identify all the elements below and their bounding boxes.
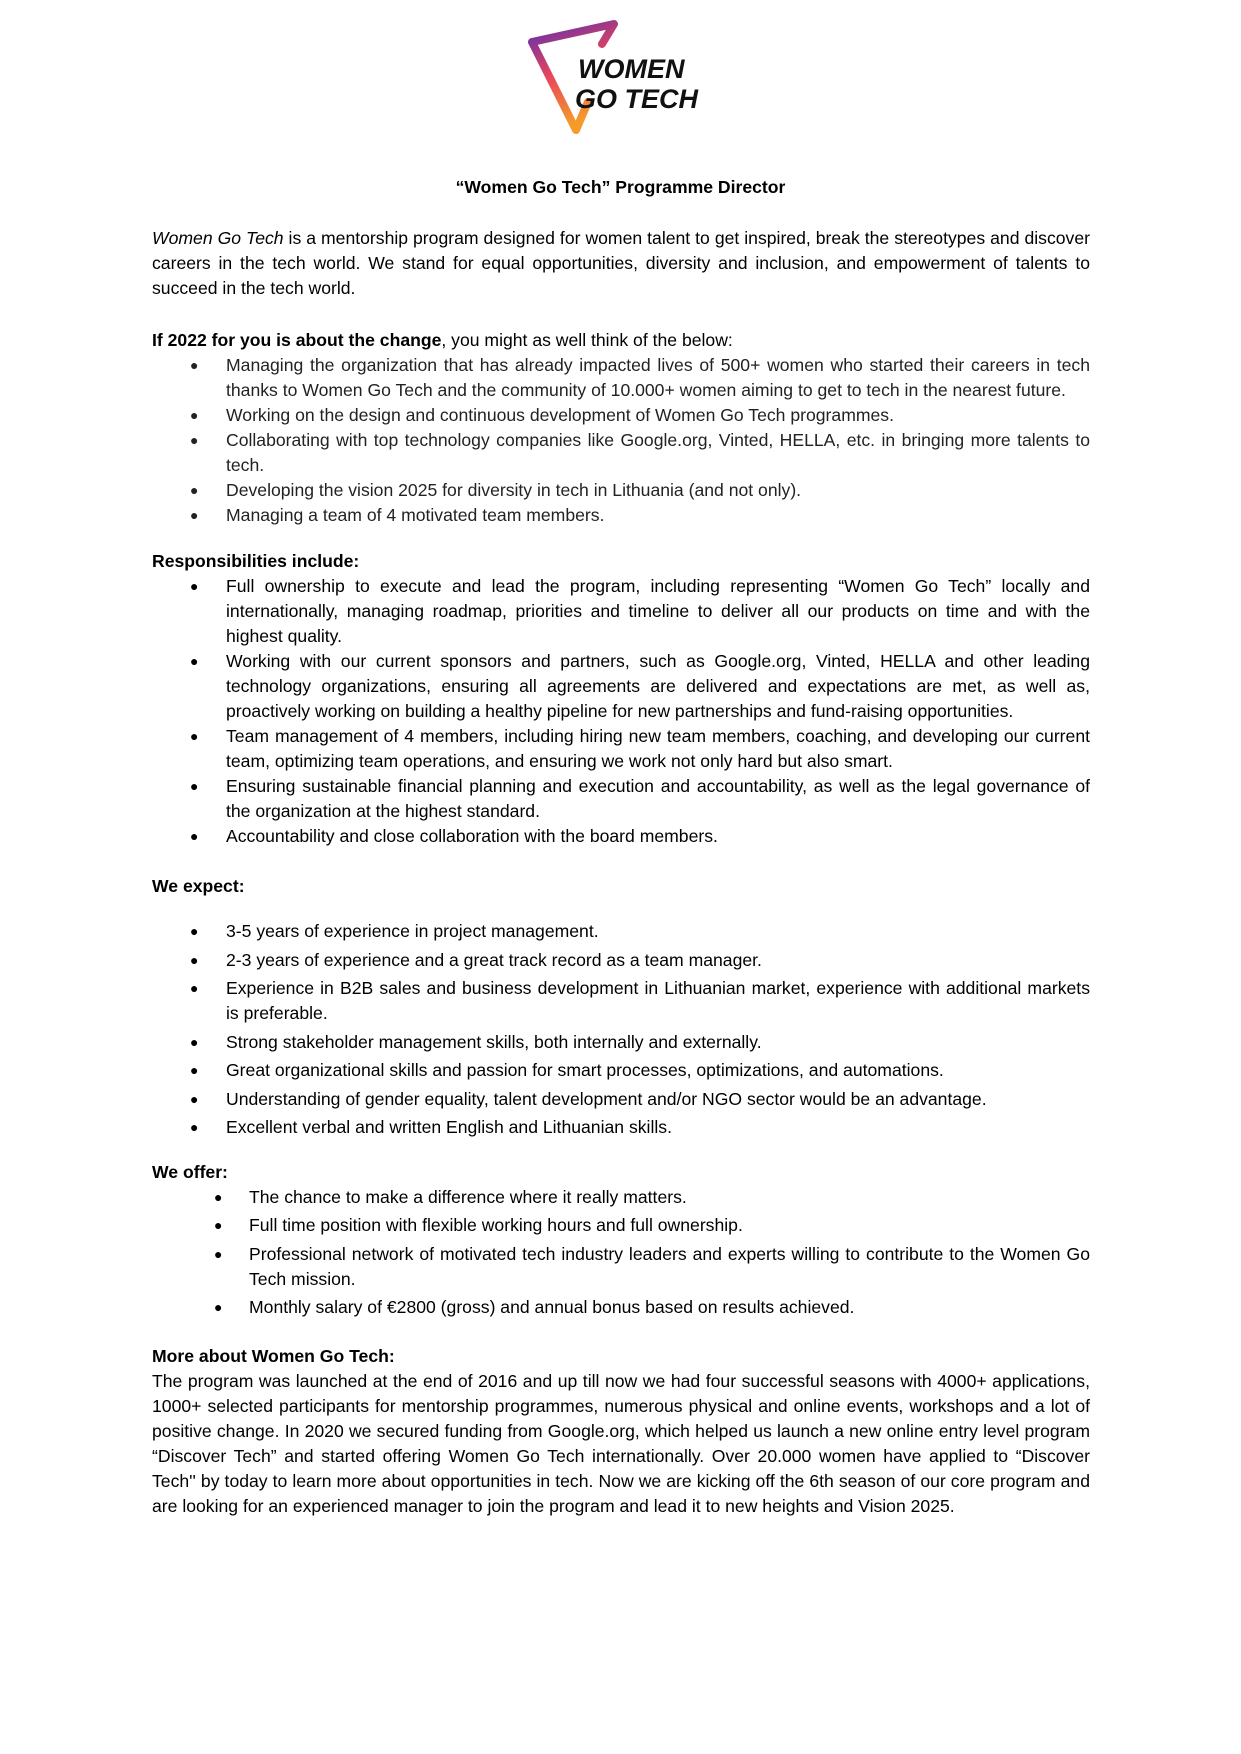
more-heading: More about Women Go Tech: — [152, 1345, 395, 1366]
list-item: ● Professional network of motivated tech industry leaders and experts willing to contribute to the Women Go Tech mission. — [214, 1243, 1090, 1289]
list-item: ● Managing a team of 4 motivated team members. — [190, 505, 605, 525]
change-intro — [152, 328, 1090, 353]
list-item: ● The chance to make a difference where it really matters. — [214, 1186, 687, 1207]
document-title: “Women Go Tech” Programme Director — [455, 177, 786, 197]
list-item: ● Experience in B2B sales and business development in Lithuanian market, experience with additional markets is preferable. — [190, 978, 1090, 1023]
list-item: ● Managing the organization that has already impacted lives of 500+ women who started their careers in tech thanks to Women Go Tech and the community of 10.000+ women aiming to get to tech in the nearest future. — [190, 355, 1090, 400]
offer-heading: We offer: — [152, 1161, 228, 1182]
document-body — [152, 226, 1090, 1519]
expect-heading: We expect: — [152, 876, 245, 896]
responsibilities-heading: Responsibilities include: — [152, 551, 360, 571]
list-item: ● Developing the vision 2025 for diversity in tech in Lithuania (and not only). — [190, 480, 802, 500]
list-item: ● Working on the design and continuous development of Women Go Tech programmes. — [190, 405, 894, 425]
list-item: ● Monthly salary of €2800 (gross) and annual bonus based on results achieved. — [214, 1297, 855, 1317]
intro-text: is a mentorship program designed for women talent to get inspired, break the stereotypes and discover careers in the tech world. We stand for equal opportunities, diversity and inclusion, and empowerment of talents to succeed in the tech world. — [152, 228, 1090, 298]
intro-paragraph — [152, 226, 1090, 301]
list-item: ● Working with our current sponsors and partners, such as Google.org, Vinted, HELLA and other leading technology organizations, ensuring all agreements are delivered and expectations are met, as well as, proactively working on building a healthy pipeline for new partnerships and fund-raising opportunities. — [190, 651, 1090, 721]
logo-line1: WOMEN — [578, 54, 685, 84]
responsibilities-list — [152, 574, 1090, 849]
list-item: ● Full ownership to execute and lead the program, including representing “Women Go Tech” locally and internationally, managing roadmap, priorities and timeline to deliver all our products on time and with the highest quality. — [190, 576, 1090, 646]
list-item: ● Full time position with flexible working hours and full ownership. — [214, 1215, 743, 1235]
logo-triangle-icon — [528, 18, 718, 138]
list-item: ● Collaborating with top technology companies like Google.org, Vinted, HELLA, etc. in bringing more talents to tech. — [190, 430, 1090, 475]
list-item: ● Ensuring sustainable financial planning and execution and accountability, as well as the legal governance of the organization at the highest standard. — [190, 776, 1090, 821]
list-item: ● Understanding of gender equality, talent development and/or NGO sector would be an advantage. — [190, 1088, 987, 1109]
offer-list — [152, 1185, 1090, 1321]
expect-list — [152, 919, 1090, 1140]
list-item: ● Team management of 4 members, including hiring new team members, coaching, and developing our current team, optimizing team operations, and ensuring we work not only hard but also smart. — [190, 726, 1090, 771]
list-item: ● Excellent verbal and written English and Lithuanian skills. — [190, 1117, 672, 1137]
list-item: ● Accountability and close collaboration with the board members. — [190, 826, 718, 846]
change-list — [152, 353, 1090, 528]
intro-italic: Women Go Tech — [152, 228, 284, 248]
women-go-tech-logo — [528, 18, 718, 138]
change-bold: If 2022 for you is about the change — [152, 330, 442, 350]
logo-line2: GO TECH — [575, 84, 699, 114]
change-text: , you might as well think of the below: — [441, 330, 733, 350]
more-paragraph: The program was launched at the end of 2016 and up till now we had four successful seasons with 4000+ applications, 1000+ selected participants for mentorship programmes, numerous physical and online events, workshops and a lot of positive change. In 2020 we secured funding from Google.org, which helped us launch a new online entry level program “Discover Tech” and started offering Women Go Tech internationally. Over 20.000 women have applied to “Discover Tech'' by today to learn more about opportunities in tech. Now we are kicking off the 6th season of our core program and are looking for an experienced manager to join the program and lead it to new heights and Vision 2025. — [152, 1370, 1090, 1516]
list-item: ● Strong stakeholder management skills, both internally and externally. — [190, 1031, 762, 1052]
list-item: ● 3-5 years of experience in project management. — [190, 921, 599, 941]
list-item: ● 2-3 years of experience and a great track record as a team manager. — [190, 949, 762, 970]
list-item: ● Great organizational skills and passion for smart processes, optimizations, and automations. — [190, 1060, 944, 1080]
